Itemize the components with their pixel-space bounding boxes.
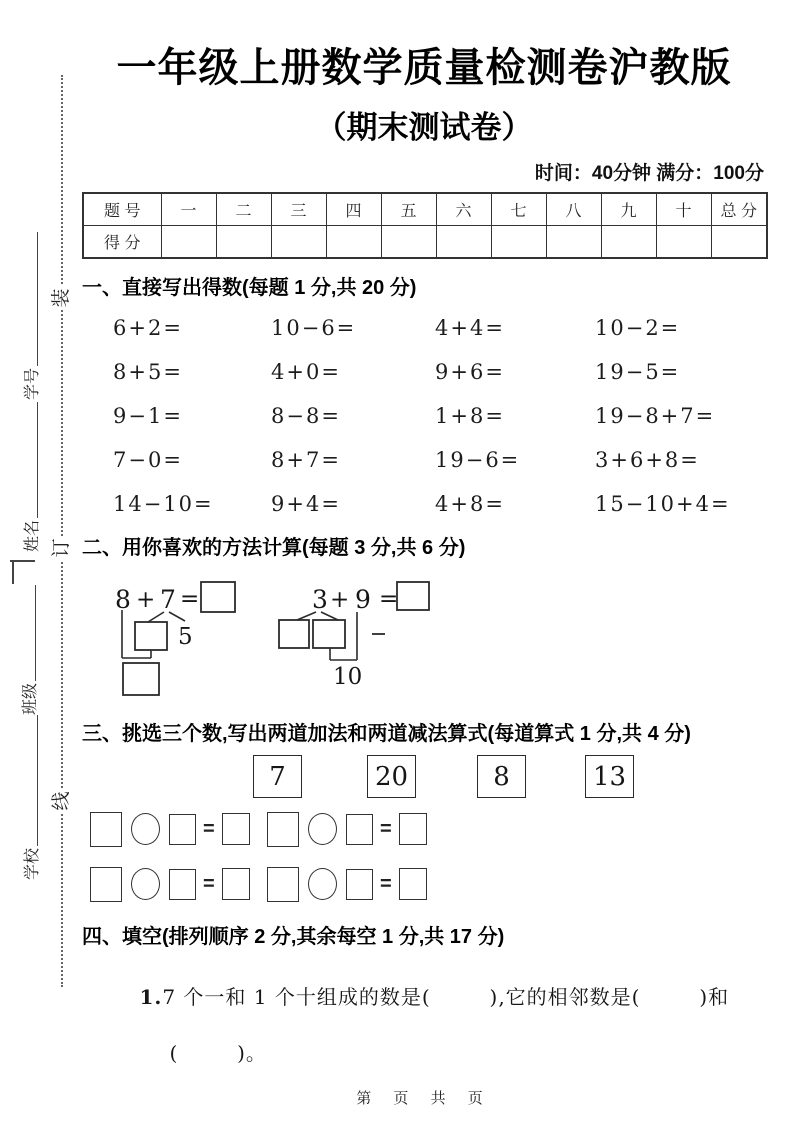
result-box (222, 813, 250, 845)
problem-item: 19−8+7= (595, 404, 716, 428)
problem-item: 15−10+4= (595, 492, 731, 516)
section-three-heading: 三、挑选三个数,写出两道加法和两道减法算式(每道算式 1 分,共 4 分) (82, 723, 691, 745)
problem-item: 7−0= (113, 448, 183, 472)
diagram-a-branch-right (169, 612, 185, 621)
diagram-b-addend1: 3 (312, 585, 328, 614)
margin-tick-mark-stem (12, 561, 14, 584)
score-empty-cell (381, 226, 436, 259)
diagram-a-decomp-box (135, 622, 167, 650)
section-two-heading: 二、用你喜欢的方法计算(每题 3 分,共 6 分) (82, 537, 466, 559)
operand-box (267, 812, 299, 847)
problem-item: 4+0= (271, 360, 341, 384)
diagram-b-branch-left (297, 612, 316, 620)
school-label: 学校 (23, 847, 41, 880)
school-field (20, 715, 40, 880)
fill-item-text-line1: 7 个一和 1 个十组成的数是( ),它的相邻数是( )和 (162, 985, 730, 1009)
operator-circle (308, 868, 337, 900)
binding-char-xian: 线 (50, 789, 74, 813)
operator-circle (131, 868, 160, 900)
school-blank-line (37, 715, 38, 846)
operand-box (346, 869, 373, 900)
score-table-cell: 题 号 (83, 193, 161, 226)
diagram-b-addend2: 9 (355, 585, 371, 614)
diagram-b-plus-sign: + (330, 587, 350, 613)
section-one-heading: 一、直接写出得数(每题 1 分,共 20 分) (82, 277, 417, 299)
score-empty-cell (546, 226, 601, 259)
problem-item: 9+6= (435, 360, 505, 384)
problem-item: 14−10= (113, 492, 214, 516)
time-score-info: 时间：40分钟 满分：100分 (534, 163, 764, 184)
score-table-cell: 十 (656, 193, 711, 226)
score-empty-cell (436, 226, 491, 259)
equation-template (267, 866, 427, 902)
problem-item: 4+4= (435, 316, 505, 340)
diagram-a-addend2: 7 (160, 585, 176, 614)
exam-paper (82, 0, 766, 1122)
problem-item: 19−5= (595, 360, 681, 384)
problem-item: 4+8= (435, 492, 505, 516)
score-table-header-row (83, 193, 767, 226)
result-box (399, 813, 427, 845)
problem-item: 10−2= (595, 316, 681, 340)
problem-item: 8−8= (271, 404, 341, 428)
number-chip: 13 (585, 755, 634, 798)
result-box (222, 868, 250, 900)
operand-box (90, 867, 122, 902)
score-table-cell: 一 (161, 193, 216, 226)
student-id-blank-line (37, 232, 38, 366)
number-chip: 8 (477, 755, 526, 798)
operand-box (169, 869, 196, 900)
equals-sign: = (380, 817, 392, 840)
diagram-a-known-part: 5 (178, 624, 193, 650)
score-row-label: 得 分 (83, 226, 161, 259)
student-name-blank-line (37, 402, 38, 518)
binding-dotted-line (61, 75, 63, 987)
page-title: 一年级上册数学质量检测卷沪教版 (116, 46, 732, 90)
diagram-b-branch-right (321, 612, 338, 620)
diagram-b-decomp-box-2 (313, 620, 345, 648)
number-chip: 7 (253, 755, 302, 798)
class-blank-line (35, 585, 36, 681)
diagram-a-sum-box (123, 663, 159, 695)
student-id-field (20, 232, 40, 400)
binding-char-zhuang: 装 (50, 286, 74, 310)
score-table-cell: 四 (326, 193, 381, 226)
diagram-b-equals-sign: = (379, 586, 399, 612)
diagram-a-branch-left (148, 612, 164, 622)
score-table-cell: 二 (216, 193, 271, 226)
equals-sign: = (380, 872, 392, 895)
page-number-footer: 第 页 共 页 (356, 1090, 492, 1107)
equation-template (267, 811, 427, 847)
score-empty-cell (271, 226, 326, 259)
score-table (82, 192, 768, 259)
fill-item-number: 1. (139, 985, 163, 1009)
score-table-cell: 总 分 (711, 193, 767, 226)
section-four-heading: 四、填空(排列顺序 2 分,其余每空 1 分,共 17 分) (82, 926, 505, 948)
score-table-cell: 五 (381, 193, 436, 226)
diagram-a-addend1: 8 (115, 585, 131, 614)
score-table-cell: 六 (436, 193, 491, 226)
diagram-b-known-part: 10 (333, 664, 363, 690)
operator-circle (308, 813, 337, 845)
diagram-a-equals-sign: = (180, 586, 200, 612)
arithmetic-problems-grid (113, 306, 763, 526)
equals-sign: = (203, 817, 215, 840)
diagram-b-decomp-box-1 (279, 620, 309, 648)
fill-blank-item-1-continued (140, 1013, 267, 1090)
score-empty-cell (216, 226, 271, 259)
page-subtitle: （期末测试卷） (315, 110, 533, 145)
score-empty-cell (601, 226, 656, 259)
problem-item: 9+4= (271, 492, 341, 516)
operator-circle (131, 813, 160, 845)
diagram-b-answer-box (397, 582, 429, 610)
number-chip: 20 (367, 755, 416, 798)
operand-box (346, 814, 373, 845)
score-table-cell: 九 (601, 193, 656, 226)
score-table-cell: 八 (546, 193, 601, 226)
problem-item: 6+2= (113, 316, 183, 340)
operand-box (169, 814, 196, 845)
score-empty-cell (491, 226, 546, 259)
problem-item: 8+7= (271, 448, 341, 472)
problem-item: 9−1= (113, 404, 183, 428)
student-name-label: 姓名 (23, 519, 41, 552)
score-empty-cell (711, 226, 767, 259)
problem-item: 3+6+8= (595, 448, 700, 472)
result-box (399, 868, 427, 900)
diagram-a-plus-sign: + (136, 587, 156, 613)
score-empty-cell (326, 226, 381, 259)
score-empty-cell (161, 226, 216, 259)
fill-item-text-line2: ( )。 (169, 1041, 267, 1065)
score-table-cell: 七 (491, 193, 546, 226)
class-label: 班级 (21, 682, 39, 715)
equals-sign: = (203, 872, 215, 895)
problem-item: 8+5= (113, 360, 183, 384)
operand-box (267, 867, 299, 902)
operand-box (90, 812, 122, 847)
student-id-label: 学号 (23, 367, 41, 400)
diagram-a-answer-box (201, 582, 235, 612)
equation-template (90, 811, 250, 847)
problem-item: 10−6= (271, 316, 357, 340)
class-field (18, 585, 38, 715)
equation-template (90, 866, 250, 902)
problem-item: 1+8= (435, 404, 505, 428)
problem-item: 19−6= (435, 448, 521, 472)
score-empty-cell (656, 226, 711, 259)
binding-char-ding: 订 (50, 536, 74, 560)
score-table-score-row (83, 226, 767, 259)
score-table-cell: 三 (271, 193, 326, 226)
student-name-field (20, 402, 40, 552)
